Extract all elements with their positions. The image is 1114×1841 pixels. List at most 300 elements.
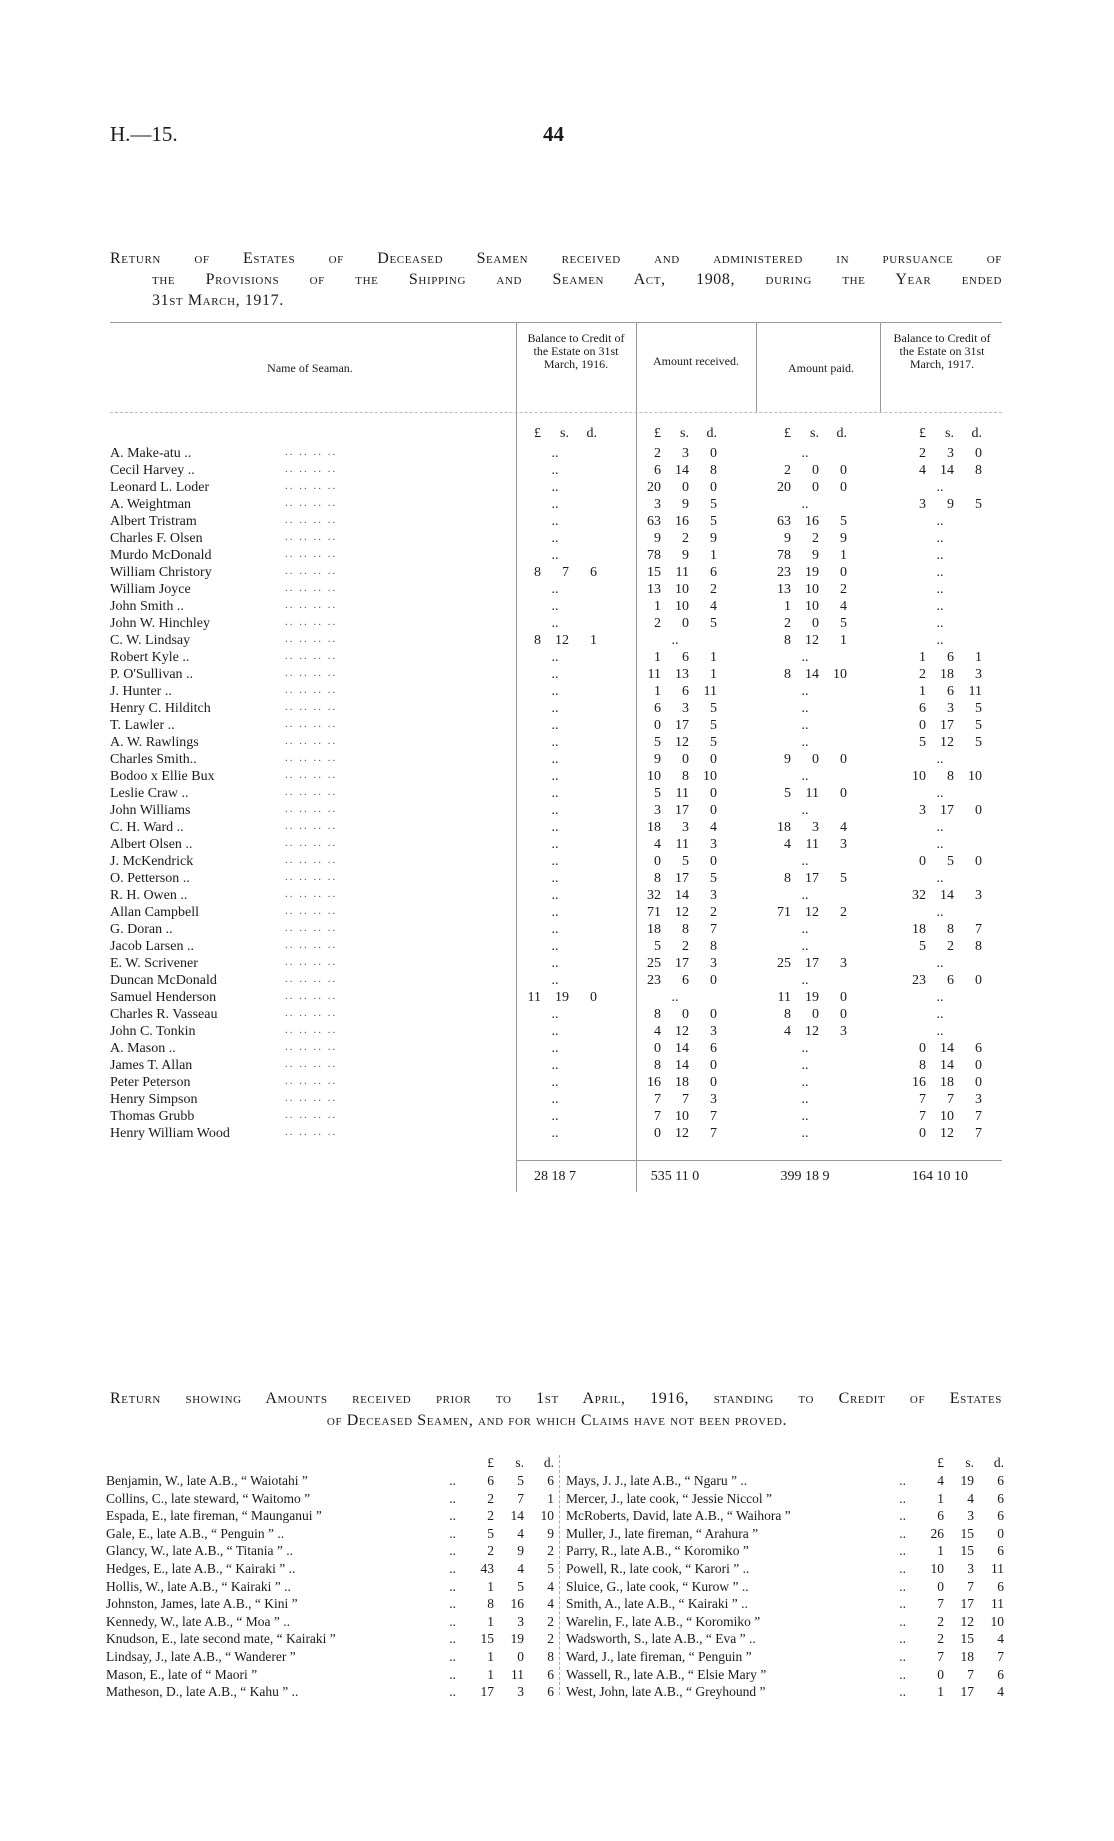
amount-received-pounds: 15 — [647, 565, 661, 580]
table-row — [110, 1092, 1002, 1109]
estate-name: Collins, C., late steward, “ Waitomo ” — [106, 1490, 311, 1506]
amount-paid-cell — [745, 837, 865, 853]
amount-shillings: 15 — [960, 1631, 974, 1647]
table-row — [110, 1024, 1002, 1041]
balance-1917-empty: .. — [936, 633, 944, 648]
seaman-name: T. Lawler .. — [110, 718, 175, 733]
estate-name: Muller, J., late fireman, “ Arahura ” — [566, 1525, 759, 1541]
balance-1917-cell — [880, 1126, 1000, 1142]
balance-1917-pounds: 7 — [919, 1109, 926, 1124]
balance-1916-empty: .. — [551, 667, 559, 682]
amount-received-pounds: 0 — [654, 854, 661, 869]
balance-1916-pence: 1 — [590, 633, 597, 648]
balance-1916-empty: .. — [551, 786, 559, 801]
balance-1917-pounds: 23 — [912, 973, 926, 988]
amount-pounds: 6 — [487, 1473, 494, 1488]
balance-1916-cell — [500, 480, 610, 496]
balance-1916-cell — [500, 735, 610, 751]
balance-1917-pounds: 0 — [919, 1041, 926, 1056]
balance-1916-cell — [500, 956, 610, 972]
estate-name: Hollis, W., late A.B., “ Kairaki ” .. — [106, 1578, 291, 1594]
amount-received-pence: 0 — [710, 786, 717, 801]
amount-pence: 11 — [991, 1596, 1004, 1612]
balance-1916-cell — [500, 905, 610, 921]
amount-received-pounds: 18 — [647, 922, 661, 937]
amount-pence: 1 — [547, 1490, 554, 1506]
leader-dots: .. — [449, 1525, 456, 1541]
amount-received-cell — [620, 531, 730, 547]
estate-name: Mason, E., late of “ Maori ” — [106, 1666, 258, 1682]
balance-1917-shillings: 12 — [940, 1126, 954, 1141]
amount-paid-cell — [745, 973, 865, 989]
amount-pence: 0 — [997, 1525, 1004, 1541]
balance-1917-cell — [880, 548, 1000, 564]
amount-pounds: 8 — [487, 1596, 494, 1612]
amount-received-shillings: 8 — [682, 769, 689, 784]
amount-pence: 6 — [997, 1578, 1004, 1594]
amount-received-pounds: 78 — [647, 548, 661, 563]
table-row — [110, 922, 1002, 939]
balance-1917-shillings: 6 — [947, 973, 954, 988]
leader-dots: .. .. .. .. — [285, 633, 338, 645]
seaman-name: C. W. Lindsay — [110, 633, 191, 648]
amount-received-pounds: 11 — [647, 667, 661, 682]
amount-received-pence: 0 — [710, 854, 717, 869]
leader-dots: .. .. .. .. — [285, 990, 338, 1002]
amount-shillings: 18 — [960, 1649, 974, 1664]
table-row — [110, 1041, 1002, 1058]
balance-1917-pence: 6 — [975, 1041, 982, 1056]
balance-1917-pounds: 2 — [919, 667, 926, 682]
balance-1916-pounds: 8 — [534, 633, 541, 648]
amount-pounds: 6 — [937, 1508, 944, 1524]
amount-received-pounds: 63 — [647, 514, 661, 529]
col-balance-1916-header: Balance to Credit of the Estate on 31st March, 1916. — [527, 331, 625, 371]
amount-pence: 6 — [997, 1490, 1004, 1506]
balance-1917-cell — [880, 786, 1000, 802]
table-row — [110, 1126, 1002, 1143]
table-row — [110, 599, 1002, 616]
amount-received-cell — [620, 1092, 730, 1108]
amount-pounds: 2 — [487, 1508, 494, 1524]
balance-1916-cell — [500, 854, 610, 870]
amount-pence: 6 — [997, 1473, 1004, 1488]
table-row — [110, 990, 1002, 1007]
balance-1916-cell — [500, 684, 610, 700]
amount-received-pounds: 23 — [647, 973, 661, 988]
amount-pence: 6 — [997, 1543, 1004, 1559]
balance-1916-cell — [500, 531, 610, 547]
table-row — [110, 684, 1002, 701]
amount-paid-pence: 0 — [840, 752, 847, 767]
balance-1917-shillings: 14 — [940, 1041, 954, 1056]
balance-1916-cell — [500, 769, 610, 785]
leader-dots: .. — [899, 1649, 906, 1664]
leader-dots: .. .. .. .. — [285, 922, 338, 934]
balance-1916-cell — [500, 1075, 610, 1091]
amount-received-cell — [620, 565, 730, 581]
balance-1917-empty: .. — [936, 514, 944, 529]
balance-1917-cell — [880, 990, 1000, 1006]
balance-1916-empty: .. — [551, 1126, 559, 1141]
list-item — [106, 1526, 558, 1544]
amount-received-pounds: 5 — [654, 735, 661, 750]
table-row — [110, 548, 1002, 565]
table-row — [110, 905, 1002, 922]
list-item — [106, 1684, 558, 1702]
balance-1917-pounds: 18 — [912, 922, 926, 937]
amount-paid-empty: .. — [801, 1041, 809, 1056]
seaman-name: J. McKendrick — [110, 854, 194, 869]
balance-1916-cell — [500, 786, 610, 802]
amount-paid-cell — [745, 1058, 865, 1074]
leader-dots: .. — [899, 1508, 906, 1524]
amount-paid-pence: 5 — [840, 514, 847, 529]
amount-shillings: 3 — [517, 1684, 524, 1700]
amount-pounds: 0 — [937, 1666, 944, 1682]
amount-received-cell — [620, 599, 730, 615]
amount-received-pounds: 7 — [654, 1092, 661, 1107]
amount-received-pounds: 9 — [654, 752, 661, 767]
balance-1917-empty: .. — [936, 531, 944, 546]
balance-1916-cell — [500, 1126, 610, 1142]
amount-paid-pounds: 20 — [777, 480, 791, 495]
list-item — [106, 1596, 558, 1614]
balance-1917-pence: 5 — [975, 735, 982, 750]
amount-received-pence: 7 — [710, 922, 717, 937]
leader-dots: .. — [449, 1631, 456, 1647]
balance-1917-cell — [880, 684, 1000, 700]
balance-1916-cell — [500, 514, 610, 530]
balance-1916-empty: .. — [551, 463, 559, 478]
balance-1916-empty: .. — [551, 837, 559, 852]
balance-1917-pence: 1 — [975, 650, 982, 665]
balance-1917-cell — [880, 582, 1000, 598]
balance-1917-shillings: 14 — [940, 888, 954, 903]
amount-received-pence: 3 — [710, 837, 717, 852]
balance-1917-shillings: 14 — [940, 463, 954, 478]
amount-paid-pence: 0 — [840, 1007, 847, 1022]
return1-title-line2: the Provisions of the Shipping and Seamen Act, 1908, during the Year ended — [152, 271, 1002, 288]
balance-1917-empty: .. — [936, 990, 944, 1005]
amount-paid-shillings: 10 — [805, 582, 819, 597]
leader-dots: .. .. .. .. — [285, 871, 338, 883]
amount-shillings: 14 — [510, 1508, 524, 1524]
leader-dots: .. .. .. .. — [285, 905, 338, 917]
amount-paid-cell — [745, 548, 865, 564]
balance-1917-empty: .. — [936, 548, 944, 563]
amount-paid-cell — [745, 735, 865, 751]
amount-received-cell — [620, 1007, 730, 1023]
amount-received-shillings: 14 — [675, 1058, 689, 1073]
amount-received-pounds: 1 — [654, 599, 661, 614]
balance-1917-empty: .. — [936, 905, 944, 920]
amount-received-cell — [620, 701, 730, 717]
balance-1916-empty: .. — [551, 616, 559, 631]
estate-name: Ward, J., late fireman, “ Penguin ” — [566, 1649, 752, 1664]
estate-name: Espada, E., late fireman, “ Maunganui ” — [106, 1508, 322, 1524]
amount-paid-cell — [745, 786, 865, 802]
amount-received-shillings: 16 — [675, 514, 689, 529]
balance-1916-cell — [500, 990, 610, 1006]
balance-1916-empty: .. — [551, 718, 559, 733]
amount-received-cell — [620, 548, 730, 564]
amount-received-pounds: 0 — [654, 718, 661, 733]
amount-paid-empty: .. — [801, 1126, 809, 1141]
amount-pounds: 1 — [937, 1543, 944, 1559]
amount-paid-pounds: 63 — [777, 514, 791, 529]
amount-shillings: 19 — [960, 1473, 974, 1488]
leader-dots: .. — [449, 1684, 456, 1700]
amount-paid-empty: .. — [801, 497, 809, 512]
unclaimed-table — [106, 1455, 1006, 1715]
balance-1917-empty: .. — [936, 480, 944, 495]
amount-paid-cell — [745, 871, 865, 887]
amount-paid-empty: .. — [801, 718, 809, 733]
leader-dots: .. .. .. .. — [285, 446, 338, 458]
balance-1917-pence: 7 — [975, 1109, 982, 1124]
leader-dots: .. .. .. .. — [285, 701, 338, 713]
amount-pounds: 2 — [487, 1490, 494, 1506]
leader-dots: .. .. .. .. — [285, 616, 338, 628]
amount-received-pence: 3 — [710, 956, 717, 971]
amount-paid-shillings: 17 — [805, 871, 819, 886]
table-row — [110, 531, 1002, 548]
amount-paid-pounds: 25 — [777, 956, 791, 971]
balance-1917-shillings: 18 — [940, 1075, 954, 1090]
seaman-name: A. Weightman — [110, 497, 192, 512]
seaman-name: O. Petterson .. — [110, 871, 190, 886]
amount-paid-shillings: 12 — [805, 1024, 819, 1039]
balance-1917-empty: .. — [936, 871, 944, 886]
list-item — [566, 1579, 1006, 1597]
table-row — [110, 752, 1002, 769]
table-row — [110, 497, 1002, 514]
balance-1917-pence: 8 — [975, 463, 982, 478]
balance-1917-cell — [880, 599, 1000, 615]
amount-received-shillings: 12 — [675, 905, 689, 920]
amount-received-cell — [620, 871, 730, 887]
seaman-name: A. W. Rawlings — [110, 735, 199, 750]
balance-1917-pounds: 16 — [912, 1075, 926, 1090]
amount-received-pence: 5 — [710, 616, 717, 631]
balance-1916-cell — [500, 667, 610, 683]
seaman-name: R. H. Owen .. — [110, 888, 188, 903]
amount-pounds: 2 — [937, 1613, 944, 1629]
balance-1917-empty: .. — [936, 752, 944, 767]
balance-1916-cell — [500, 599, 610, 615]
amount-pounds: 2 — [937, 1631, 944, 1647]
balance-1916-empty: .. — [551, 1092, 559, 1107]
amount-paid-cell — [745, 854, 865, 870]
balance-1917-cell — [880, 854, 1000, 870]
list-item — [566, 1667, 1006, 1685]
amount-received-shillings: 12 — [675, 1126, 689, 1141]
amount-paid-pence: 0 — [840, 786, 847, 801]
amount-paid-pence: 2 — [840, 582, 847, 597]
balance-1917-shillings: 10 — [940, 1109, 954, 1124]
table-row — [110, 633, 1002, 650]
amount-received-shillings: 17 — [675, 956, 689, 971]
leader-dots: .. .. .. .. — [285, 497, 338, 509]
amount-paid-cell — [745, 446, 865, 462]
estate-name: Benjamin, W., late A.B., “ Waiotahi ” — [106, 1473, 308, 1488]
seaman-name: Charles Smith.. — [110, 752, 197, 767]
amount-received-shillings: 8 — [682, 922, 689, 937]
table-row — [110, 956, 1002, 973]
balance-1916-empty: .. — [551, 735, 559, 750]
amount-shillings: 3 — [967, 1561, 974, 1576]
estate-name: Wadsworth, S., late A.B., “ Eva ” .. — [566, 1631, 756, 1647]
amount-pence: 5 — [547, 1561, 554, 1576]
list-item — [106, 1579, 558, 1597]
return2-title-line1: Return showing Amounts received prior to 1st April, 1916, standing to Credit of Estates — [110, 1390, 1002, 1407]
amount-received-shillings: 9 — [682, 497, 689, 512]
balance-1917-shillings: 14 — [940, 1058, 954, 1073]
amount-paid-empty: .. — [801, 1075, 809, 1090]
list-item — [566, 1543, 1006, 1561]
leader-dots: .. .. .. .. — [285, 973, 338, 985]
balance-1917-cell — [880, 973, 1000, 989]
leader-dots: .. .. .. .. — [285, 1024, 338, 1036]
amount-received-cell — [620, 1126, 730, 1142]
amount-received-pounds: 18 — [647, 820, 661, 835]
amount-received-pence: 5 — [710, 718, 717, 733]
leader-dots: .. — [899, 1631, 906, 1647]
col-name-header: Name of Seaman. — [267, 361, 353, 375]
balance-1917-cell — [880, 446, 1000, 462]
leader-dots: .. .. .. .. — [285, 667, 338, 679]
amount-received-pence: 4 — [710, 599, 717, 614]
amount-received-shillings: 3 — [682, 701, 689, 716]
balance-1916-empty: .. — [551, 854, 559, 869]
amount-paid-pounds: 1 — [784, 599, 791, 614]
balance-1917-cell — [880, 514, 1000, 530]
lsd-header-row: £ s. d. £ s. d. £ s. d. £ s. d. — [534, 426, 982, 441]
table-row — [110, 854, 1002, 871]
amount-paid-empty: .. — [801, 888, 809, 903]
amount-shillings: 5 — [517, 1473, 524, 1488]
amount-received-pounds: 6 — [654, 701, 661, 716]
balance-1917-shillings: 17 — [940, 803, 954, 818]
amount-paid-empty: .. — [801, 769, 809, 784]
amount-received-pence: 5 — [710, 497, 717, 512]
amount-received-pence: 6 — [710, 1041, 717, 1056]
amount-received-pounds: 1 — [654, 650, 661, 665]
leader-dots: .. — [899, 1596, 906, 1612]
amount-paid-cell — [745, 531, 865, 547]
leader-dots: .. .. .. .. — [285, 531, 338, 543]
table-row — [110, 939, 1002, 956]
balance-1917-cell — [880, 650, 1000, 666]
leader-dots: .. .. .. .. — [285, 599, 338, 611]
balance-1916-cell — [500, 548, 610, 564]
balance-1917-shillings: 9 — [947, 497, 954, 512]
balance-1916-empty: .. — [551, 769, 559, 784]
amount-pounds: 10 — [930, 1561, 944, 1576]
amount-paid-pounds: 9 — [784, 752, 791, 767]
amount-paid-shillings: 19 — [805, 990, 819, 1005]
leader-dots: .. — [449, 1473, 456, 1488]
leader-dots: .. — [899, 1561, 906, 1576]
table-row — [110, 1058, 1002, 1075]
amount-received-cell — [620, 735, 730, 751]
amount-shillings: 7 — [967, 1666, 974, 1682]
amount-received-shillings: 17 — [675, 718, 689, 733]
total-received: 535 11 0 — [650, 1169, 700, 1184]
leader-dots: .. — [899, 1578, 906, 1594]
amount-shillings: 7 — [517, 1490, 524, 1506]
seaman-name: Thomas Grubb — [110, 1109, 195, 1124]
seaman-name: Samuel Henderson — [110, 990, 217, 1005]
estate-name: West, John, late A.B., “ Greyhound ” — [566, 1684, 766, 1700]
seaman-name: Bodoo x Ellie Bux — [110, 769, 215, 784]
amount-shillings: 11 — [511, 1666, 524, 1682]
amount-paid-pounds: 11 — [777, 990, 791, 1005]
amount-received-pence: 5 — [710, 701, 717, 716]
balance-1917-cell — [880, 531, 1000, 547]
table-row — [110, 718, 1002, 735]
balance-1916-cell — [500, 1058, 610, 1074]
amount-received-pence: 0 — [710, 1075, 717, 1090]
balance-1917-pence: 8 — [975, 939, 982, 954]
leader-dots: .. — [449, 1543, 456, 1559]
amount-paid-pounds: 8 — [784, 667, 791, 682]
list-item — [566, 1631, 1006, 1649]
balance-1916-cell — [500, 922, 610, 938]
balance-1917-pence: 0 — [975, 446, 982, 461]
table-row — [110, 463, 1002, 480]
amount-pence: 7 — [997, 1649, 1004, 1664]
amount-paid-pounds: 8 — [784, 633, 791, 648]
amount-received-pounds: 8 — [654, 871, 661, 886]
balance-1917-pence: 0 — [975, 1075, 982, 1090]
balance-1916-cell — [500, 1007, 610, 1023]
estate-name: Glancy, W., late A.B., “ Titania ” .. — [106, 1543, 293, 1559]
amount-paid-empty: .. — [801, 446, 809, 461]
table-row — [110, 514, 1002, 531]
leader-dots: .. .. .. .. — [285, 1109, 338, 1121]
amount-pounds: 1 — [937, 1684, 944, 1700]
balance-1916-empty: .. — [551, 514, 559, 529]
seaman-name: Charles R. Vasseau — [110, 1007, 218, 1022]
leader-dots: .. .. .. .. — [285, 1092, 338, 1104]
balance-1916-cell — [500, 871, 610, 887]
balance-1917-shillings: 18 — [940, 667, 954, 682]
amount-received-cell — [620, 650, 730, 666]
amount-received-pounds: 9 — [654, 531, 661, 546]
balance-1917-pence: 7 — [975, 1126, 982, 1141]
amount-paid-cell — [745, 1041, 865, 1057]
balance-1916-empty: .. — [551, 497, 559, 512]
amount-received-cell — [620, 514, 730, 530]
amount-received-pence: 7 — [710, 1126, 717, 1141]
amount-received-pence: 7 — [710, 1109, 717, 1124]
amount-paid-pence: 1 — [840, 633, 847, 648]
balance-1916-cell — [500, 1109, 610, 1125]
balance-1916-cell — [500, 616, 610, 632]
balance-1916-empty: .. — [551, 1007, 559, 1022]
balance-1916-cell — [500, 565, 610, 581]
balance-1917-cell — [880, 1024, 1000, 1040]
amount-shillings: 19 — [510, 1631, 524, 1647]
balance-1917-cell — [880, 1092, 1000, 1108]
amount-received-pounds: 6 — [654, 463, 661, 478]
list-item — [566, 1614, 1006, 1632]
leader-dots: .. .. .. .. — [285, 1058, 338, 1070]
amount-received-pounds: 20 — [647, 480, 661, 495]
leader-dots: .. .. .. .. — [285, 752, 338, 764]
